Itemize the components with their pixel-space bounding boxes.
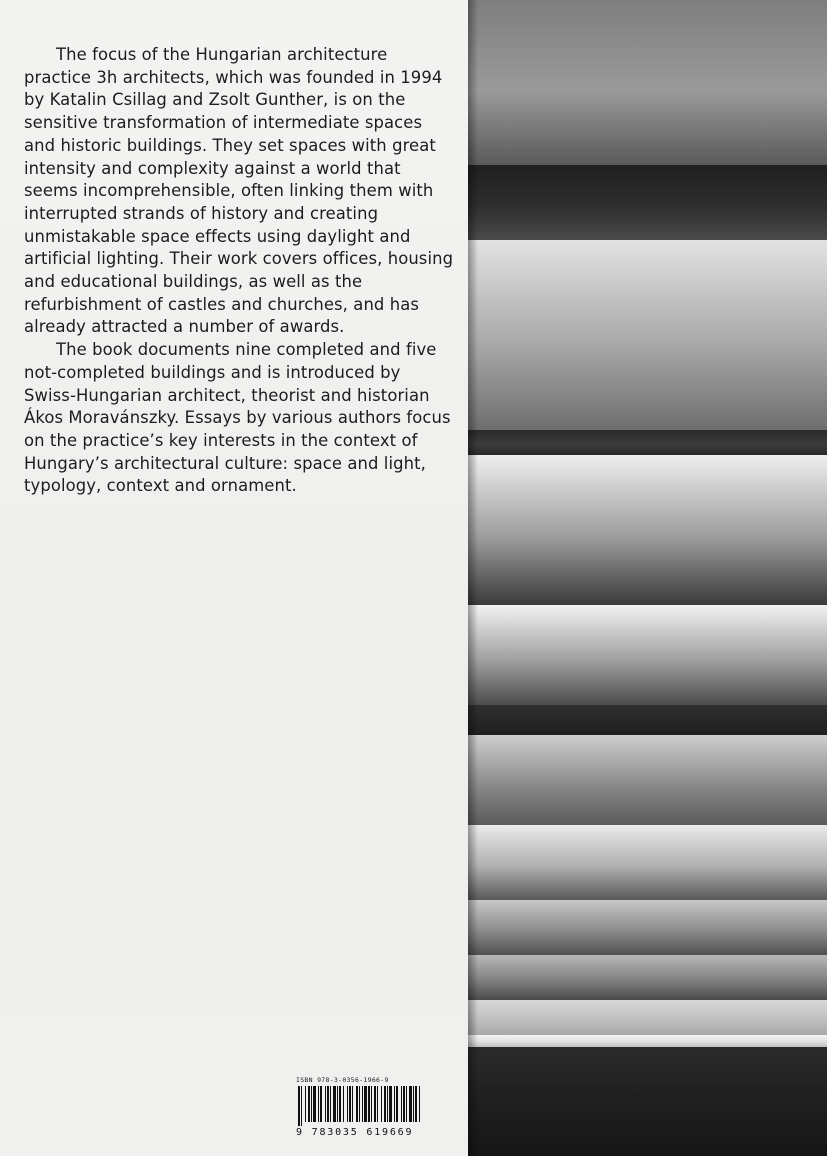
photo-band: [468, 0, 827, 165]
blurb-paragraph-1: The focus of the Hungarian architecture practice 3h architects, which was founded in 1994 by Katalin Csillag and Zsolt Gunther, is on the sensitive transformation of intermediate spaces and historic buildings. They set spaces with great intensity and complexity against a world that seems incomprehensible, often linking them with interrupted strands of history and creating unmistakable space effects using daylight and artificial lighting. Their work covers offices, housing and educational buildings, as well as the refurbishment of castles and churches, and has already attracted a number of awards.: [24, 45, 454, 337]
barcode-bar: [333, 1086, 336, 1122]
barcode-bar: [374, 1086, 376, 1122]
photo-band: [468, 1035, 827, 1047]
barcode-bar: [371, 1086, 372, 1122]
barcode-bar: [389, 1086, 392, 1122]
photo-band: [468, 430, 827, 455]
photo-band: [468, 455, 827, 605]
isbn-label: ISBN 978-3-0356-1966-9: [296, 1076, 389, 1084]
barcode-bar: [406, 1086, 407, 1122]
barcode-bar: [387, 1086, 388, 1122]
barcode-bar: [313, 1086, 316, 1122]
barcode-bar: [318, 1086, 319, 1122]
barcode-bar: [298, 1086, 300, 1126]
barcode-icon: [296, 1086, 422, 1126]
photo-band: [468, 1047, 827, 1156]
barcode-bar: [359, 1086, 360, 1122]
barcode-bar: [327, 1086, 329, 1122]
barcode-bar: [368, 1086, 370, 1122]
barcode-bar: [377, 1086, 378, 1122]
photo-band: [468, 955, 827, 1000]
barcode-bar: [403, 1086, 405, 1122]
isbn-digits: 9 783035 619669: [296, 1127, 414, 1138]
barcode-bar: [396, 1086, 398, 1122]
photo-band: [468, 240, 827, 430]
blurb-text: [24, 44, 454, 498]
photo-band: [468, 605, 827, 705]
barcode-bar: [381, 1086, 382, 1122]
photo-band: [468, 705, 827, 735]
barcode-bar: [301, 1086, 302, 1126]
barcode-bar: [394, 1086, 395, 1122]
photo-band: [468, 165, 827, 240]
barcode-bar: [413, 1086, 414, 1122]
barcode-bar: [349, 1086, 351, 1122]
barcode-bar: [343, 1086, 344, 1122]
barcode-bar: [311, 1086, 312, 1122]
barcode-bar: [401, 1086, 402, 1122]
barcode-bar: [384, 1086, 386, 1122]
photo-band: [468, 825, 827, 900]
photo-band: [468, 900, 827, 955]
barcode-bar: [356, 1086, 358, 1122]
barcode-bar: [305, 1086, 306, 1122]
barcode-bar: [330, 1086, 331, 1122]
photo-band: [468, 1000, 827, 1035]
blurb-paragraph-2: The book documents nine completed and five not-completed buildings and is introduced by Swiss-Hungarian architect, theorist and historian Ákos Moravánszky. Essays by various authors focus on the practice’s key interests in the context of Hungary’s architectural culture: space and light, typology, context and ornament.: [24, 340, 451, 496]
concrete-louvre-photo: [468, 0, 827, 1156]
barcode-bar: [337, 1086, 338, 1122]
barcode-bar: [320, 1086, 322, 1122]
barcode-bar: [415, 1086, 417, 1122]
barcode-bar: [364, 1086, 367, 1122]
barcode-bar: [419, 1086, 420, 1122]
barcode-bar: [362, 1086, 363, 1122]
barcode-bar: [352, 1086, 353, 1122]
barcode-bar: [308, 1086, 310, 1122]
photo-band: [468, 735, 827, 825]
barcode-block: [296, 1076, 426, 1138]
spine-shadow: [468, 0, 478, 1156]
barcode-bar: [339, 1086, 341, 1122]
barcode-bar: [409, 1086, 412, 1122]
barcode-bar: [347, 1086, 348, 1122]
barcode-bar: [325, 1086, 326, 1122]
